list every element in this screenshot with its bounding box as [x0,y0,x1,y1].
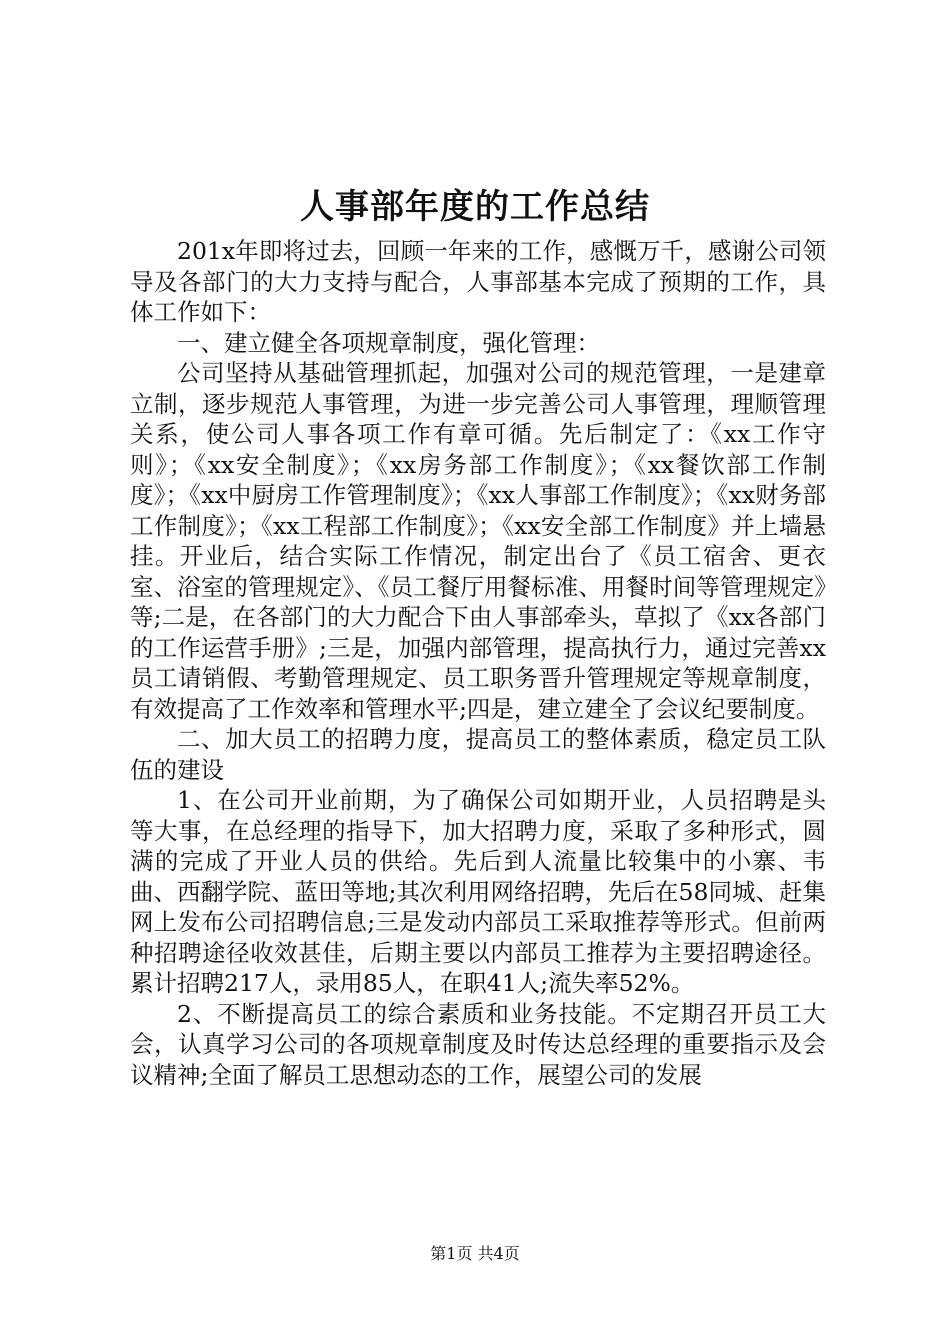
page-footer: 第1页 共4页 [430,1244,520,1263]
section-heading-2: 二、加大员工的招聘力度，提高员工的整体素质，稳定员工队伍的建设 [130,725,826,784]
paragraph-rules: 公司坚持从基础管理抓起，加强对公司的规范管理，一是建章立制，逐步规范人事管理，为进一步完善公司人事管理，理顺管理关系，使公司人事各项工作有章可循。先后制定了：《xx工作守则》；《xx安全制度》；《xx房务部工作制度》；《xx餐饮部工作制度》；《xx中厨房工作管理制度》；《xx人事部工作制度》；《xx财务部工作制度》；《xx工程部工作制度》；《xx安全部工作制度》并上墙悬挂。开业后，结合实际工作情况，制定出台了《员工宿舍、更衣室、浴室的管理规定》、《员工餐厅用餐标准、用餐时间等管理规定》等;二是，在各部门的大力配合下由人事部牵头，草拟了《xx各部门的工作运营手册》;三是，加强内部管理，提高执行力，通过完善xx员工请销假、考勤管理规定、员工职务晋升管理规定等规章制度，有效提高了工作效率和管理水平;四是，建立建全了会议纪要制度。 [130,359,826,723]
paragraph-training: 2、不断提高员工的综合素质和业务技能。不定期召开员工大会，认真学习公司的各项规章制度及时传达总经理的重要指示及会议精神;全面了解员工思想动态的工作，展望公司的发展 [130,999,826,1089]
document-body [130,236,826,1090]
section-heading-1: 一、建立健全各项规章制度，强化管理： [177,328,600,357]
document-title: 人事部年度的工作总结 [300,187,650,227]
paragraph-recruitment: 1、在公司开业前期，为了确保公司如期开业，人员招聘是头等大事，在总经理的指导下，加大招聘力度，采取了多种形式，圆满的完成了开业人员的供给。先后到人流量比较集中的小寨、韦曲、西翻学院、蓝田等地;其次利用网络招聘，先后在58同城、赶集网上发布公司招聘信息;三是发动内部员工采取推荐等形式。但前两种招聘途径收效甚佳，后期主要以内部员工推荐为主要招聘途径。累计招聘217人，录用85人，在职41人;流失率52%。 [130,786,826,997]
paragraph-intro: 201x年即将过去，回顾一年来的工作，感慨万千，感谢公司领导及各部门的大力支持与配合，人事部基本完成了预期的工作，具体工作如下： [130,237,826,326]
